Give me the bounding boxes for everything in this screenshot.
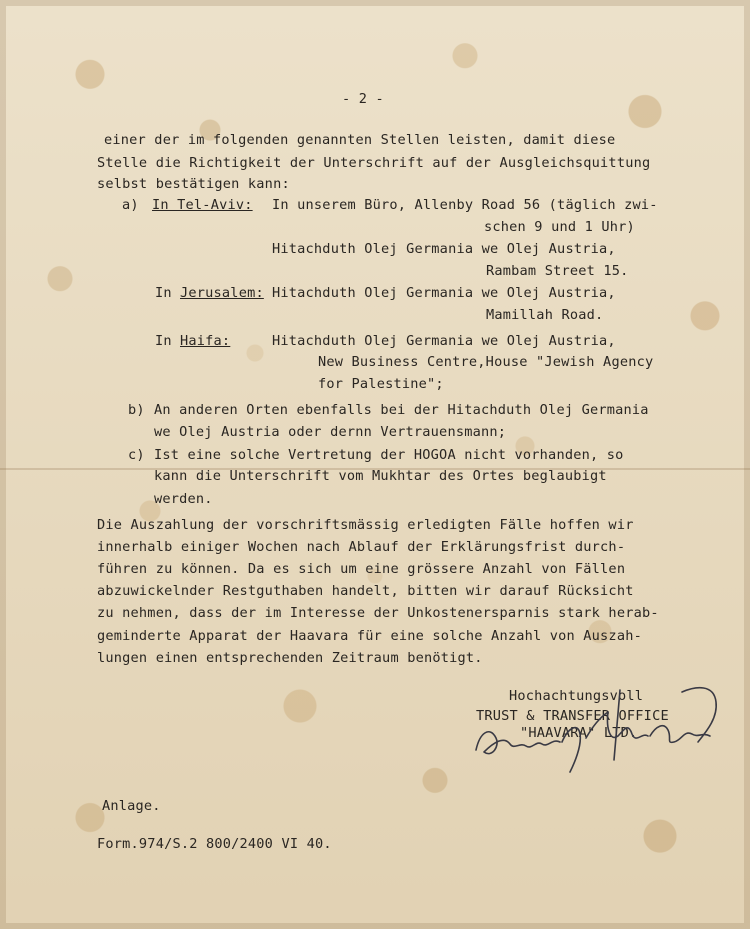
closing-greeting: Hochachtungsvoll (509, 688, 644, 704)
jerusalem-label: Jerusalem: (180, 285, 264, 301)
item-c-marker: c) (128, 447, 145, 463)
handwritten-signature (470, 672, 730, 782)
paragraph-2-line-5: zu nehmen, dass der im Interesse der Unkostenersparnis stark herab- (97, 605, 659, 621)
paragraph-2-line-3: führen zu können. Da es sich um eine grössere Anzahl von Fällen (97, 561, 626, 577)
haifa-line-2: New Business Centre,House "Jewish Agency (318, 354, 654, 370)
form-reference: Form.974/S.2 800/2400 VI 40. (97, 836, 332, 852)
jerusalem-org: Hitachduth Olej Germania we Olej Austria, (272, 285, 616, 301)
haifa-label: Haifa: (180, 333, 231, 349)
tel-aviv-street: Rambam Street 15. (486, 263, 629, 279)
jerusalem-in-word: In (155, 285, 172, 301)
item-b-line-1: An anderen Orten ebenfalls bei der Hitachduth Olej Germania (154, 402, 649, 418)
enclosure-note: Anlage. (102, 798, 161, 814)
tel-aviv-line-2: schen 9 und 1 Uhr) (484, 219, 635, 235)
intro-line-2: Stelle die Richtigkeit der Unterschrift auf der Ausgleichsquittung (97, 155, 651, 171)
haifa-org: Hitachduth Olej Germania we Olej Austria, (272, 333, 616, 349)
item-b-marker: b) (128, 402, 145, 418)
tel-aviv-label: In Tel-Aviv: (152, 197, 253, 213)
tel-aviv-org: Hitachduth Olej Germania we Olej Austria, (272, 241, 616, 257)
intro-line-3: selbst bestätigen kann: (97, 176, 290, 192)
haifa-line-3: for Palestine"; (318, 376, 444, 392)
haifa-in-word: In (155, 333, 172, 349)
tel-aviv-line-1: In unserem Büro, Allenby Road 56 (täglich zwi- (272, 197, 658, 213)
intro-line-1: einer der im folgenden genannten Stellen leisten, damit diese (104, 132, 616, 148)
paragraph-2-line-2: innerhalb einiger Wochen nach Ablauf der Erklärungsfrist durch- (97, 539, 626, 555)
paragraph-2-line-1: Die Auszahlung der vorschriftsmässig erledigten Fälle hoffen wir (97, 517, 634, 533)
company-name-line-2: "HAAVARA" LTD. (520, 725, 638, 741)
item-c-line-2: kann die Unterschrift vom Mukhtar des Ortes beglaubigt (154, 468, 607, 484)
page-number: - 2 - (342, 91, 384, 107)
company-name-line-1: TRUST & TRANSFER OFFICE (476, 708, 669, 724)
item-b-line-2: we Olej Austria oder dernn Vertrauensmann; (154, 424, 507, 440)
item-c-line-1: Ist eine solche Vertretung der HOGOA nicht vorhanden, so (154, 447, 624, 463)
paragraph-2-line-6: geminderte Apparat der Haavara für eine solche Anzahl von Auszah- (97, 628, 642, 644)
paragraph-2-line-4: abzuwickelnder Restguthaben handelt, bitten wir darauf Rücksicht (97, 583, 634, 599)
jerusalem-street: Mamillah Road. (486, 307, 604, 323)
paragraph-2-line-7: lungen einen entsprechenden Zeitraum benötigt. (97, 650, 483, 666)
item-c-line-3: werden. (154, 491, 213, 507)
item-a-marker: a) (122, 197, 139, 213)
